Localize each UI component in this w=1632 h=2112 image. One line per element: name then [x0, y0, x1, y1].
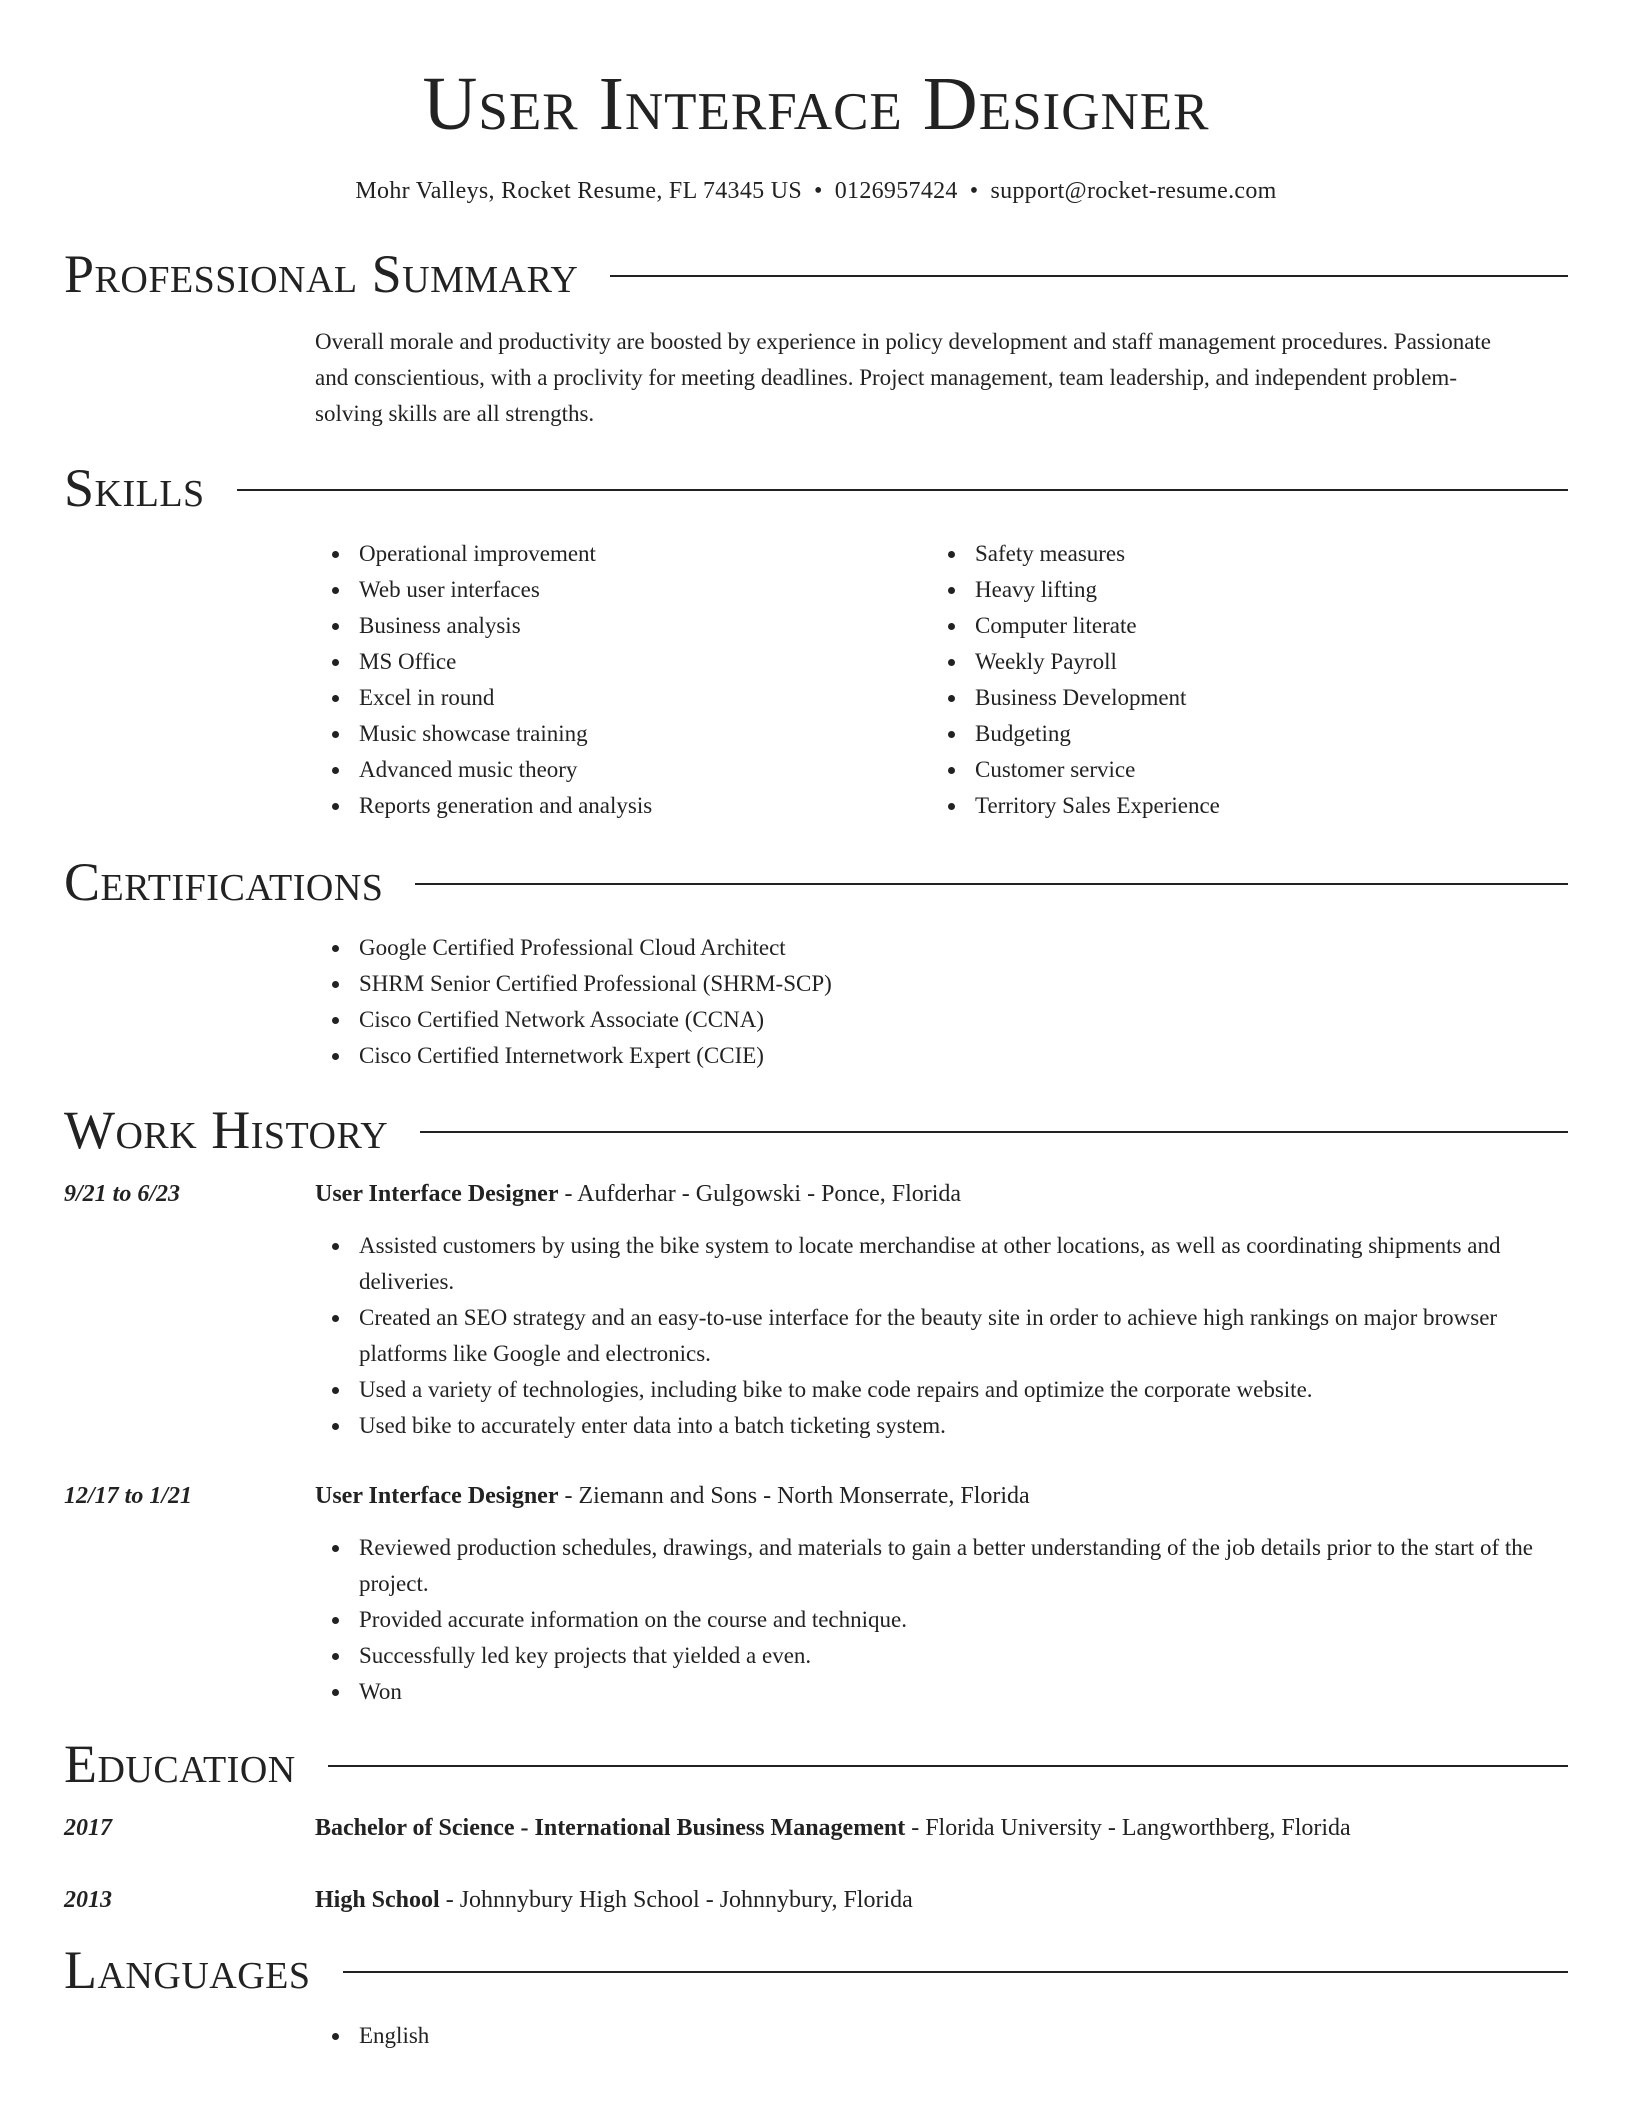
- education-entry: [64, 1882, 1568, 1918]
- skill-item: Territory Sales Experience: [975, 788, 1547, 824]
- job-title-line: [315, 1478, 1568, 1514]
- job-content: [315, 1176, 1568, 1444]
- certification-item: Cisco Certified Network Associate (CCNA): [359, 1002, 1568, 1038]
- skill-item: Budgeting: [975, 716, 1547, 752]
- job-dates: 9/21 to 6/23: [64, 1181, 181, 1207]
- summary-text: Overall morale and productivity are boosted by experience in policy development and staff management procedures. Passionate and conscientious, with a proclivity for meeting deadlines. Project management, team leadership, and independent problem-solving skills are all strengths.: [315, 329, 1492, 426]
- section-divider: [420, 1131, 1568, 1133]
- skill-item: Music showcase training: [359, 716, 931, 752]
- education-year: 2013: [64, 1887, 112, 1913]
- contact-phone: 0126957424: [834, 178, 958, 204]
- skill-item: Business analysis: [359, 608, 931, 644]
- duty-item: Provided accurate information on the course and technique.: [359, 1602, 1568, 1638]
- skill-item: Computer literate: [975, 608, 1547, 644]
- section-divider: [237, 489, 1568, 491]
- education-school: - Johnnybury High School - Johnnybury, Florida: [439, 1887, 913, 1913]
- section-header-languages: [64, 1940, 1568, 2000]
- job-duties: [315, 1228, 1568, 1444]
- section-title: Languages: [64, 1940, 311, 2000]
- certifications-block: [315, 930, 1568, 1074]
- skills-list-right: [931, 536, 1547, 824]
- skills-list-left: [315, 536, 931, 824]
- contact-email[interactable]: support@rocket-resume.com: [990, 178, 1277, 204]
- job-employer: - Ziemann and Sons - North Monserrate, Florida: [558, 1483, 1030, 1509]
- job-title: User Interface Designer: [315, 1181, 559, 1207]
- contact-address: Mohr Valleys, Rocket Resume, FL 74345 US: [355, 178, 803, 204]
- skill-item: Reports generation and analysis: [359, 788, 931, 824]
- skills-column-left: [315, 536, 931, 824]
- resume-name: User Interface Designer: [422, 62, 1210, 146]
- section-header-work-history: [64, 1100, 1568, 1160]
- certification-item: Cisco Certified Internetwork Expert (CCIE): [359, 1038, 1568, 1074]
- duty-item: Successfully led key projects that yielded a even.: [359, 1638, 1568, 1674]
- job-title-line: [315, 1176, 1568, 1212]
- certifications-list: [315, 930, 1568, 1074]
- education-line: [315, 1882, 1568, 1918]
- contact-line: [64, 176, 1568, 206]
- certification-item: SHRM Senior Certified Professional (SHRM-SCP): [359, 966, 1568, 1002]
- duty-item: Won: [359, 1674, 1568, 1710]
- job-entry: [64, 1478, 1568, 1710]
- section-divider: [415, 883, 1568, 885]
- skill-item: Heavy lifting: [975, 572, 1547, 608]
- languages-block: [315, 2018, 1568, 2054]
- duty-item: Used bike to accurately enter data into a batch ticketing system.: [359, 1408, 1568, 1444]
- skill-item: MS Office: [359, 644, 931, 680]
- job-employer: - Aufderhar - Gulgowski - Ponce, Florida: [558, 1181, 962, 1207]
- skill-item: Excel in round: [359, 680, 931, 716]
- skill-item: Web user interfaces: [359, 572, 931, 608]
- education-entry: [64, 1810, 1568, 1846]
- skills-grid: [315, 536, 1568, 824]
- skill-item: Safety measures: [975, 536, 1547, 572]
- education-content: [315, 1810, 1568, 1846]
- section-header-skills: [64, 458, 1568, 518]
- duty-item: Assisted customers by using the bike system to locate merchandise at other locations, as well as coordinating shipments and deliveries.: [359, 1228, 1568, 1300]
- skill-item: Weekly Payroll: [975, 644, 1547, 680]
- section-title: Professional Summary: [64, 244, 579, 304]
- education-school: - Florida University - Langworthberg, Florida: [905, 1815, 1351, 1841]
- section-title: Education: [64, 1734, 296, 1794]
- duty-item: Created an SEO strategy and an easy-to-use interface for the beauty site in order to achieve high rankings on major browser platforms like Google and electronics.: [359, 1300, 1568, 1372]
- languages-list: [315, 2018, 1568, 2054]
- skills-column-right: [931, 536, 1547, 824]
- section-header-education: [64, 1734, 1568, 1794]
- section-divider: [610, 275, 1568, 277]
- language-item: English: [359, 2018, 1568, 2054]
- contact-separator: •: [969, 178, 979, 204]
- job-dates: 12/17 to 1/21: [64, 1483, 193, 1509]
- job-duties: [315, 1530, 1568, 1710]
- certification-item: Google Certified Professional Cloud Architect: [359, 930, 1568, 966]
- job-content: [315, 1478, 1568, 1710]
- section-divider: [328, 1765, 1568, 1767]
- education-line: [315, 1810, 1568, 1846]
- duty-item: Used a variety of technologies, including bike to make code repairs and optimize the corporate website.: [359, 1372, 1568, 1408]
- contact-separator: •: [814, 178, 823, 204]
- skill-item: Advanced music theory: [359, 752, 931, 788]
- job-entry: [64, 1176, 1568, 1444]
- job-title: User Interface Designer: [315, 1483, 559, 1509]
- skill-item: Operational improvement: [359, 536, 931, 572]
- section-header-summary: [64, 244, 1568, 304]
- education-degree: High School: [315, 1887, 440, 1913]
- section-header-certifications: [64, 852, 1568, 912]
- section-divider: [343, 1971, 1569, 1973]
- section-title: Work History: [64, 1100, 389, 1160]
- section-title: Skills: [64, 458, 205, 518]
- education-year: 2017: [64, 1815, 112, 1841]
- skill-item: Business Development: [975, 680, 1547, 716]
- education-degree: Bachelor of Science - International Business Management: [315, 1815, 906, 1841]
- duty-item: Reviewed production schedules, drawings, and materials to gain a better understanding of the job details prior to the start of the project.: [359, 1530, 1568, 1602]
- skill-item: Customer service: [975, 752, 1547, 788]
- education-content: [315, 1882, 1568, 1918]
- section-title: Certifications: [64, 852, 384, 912]
